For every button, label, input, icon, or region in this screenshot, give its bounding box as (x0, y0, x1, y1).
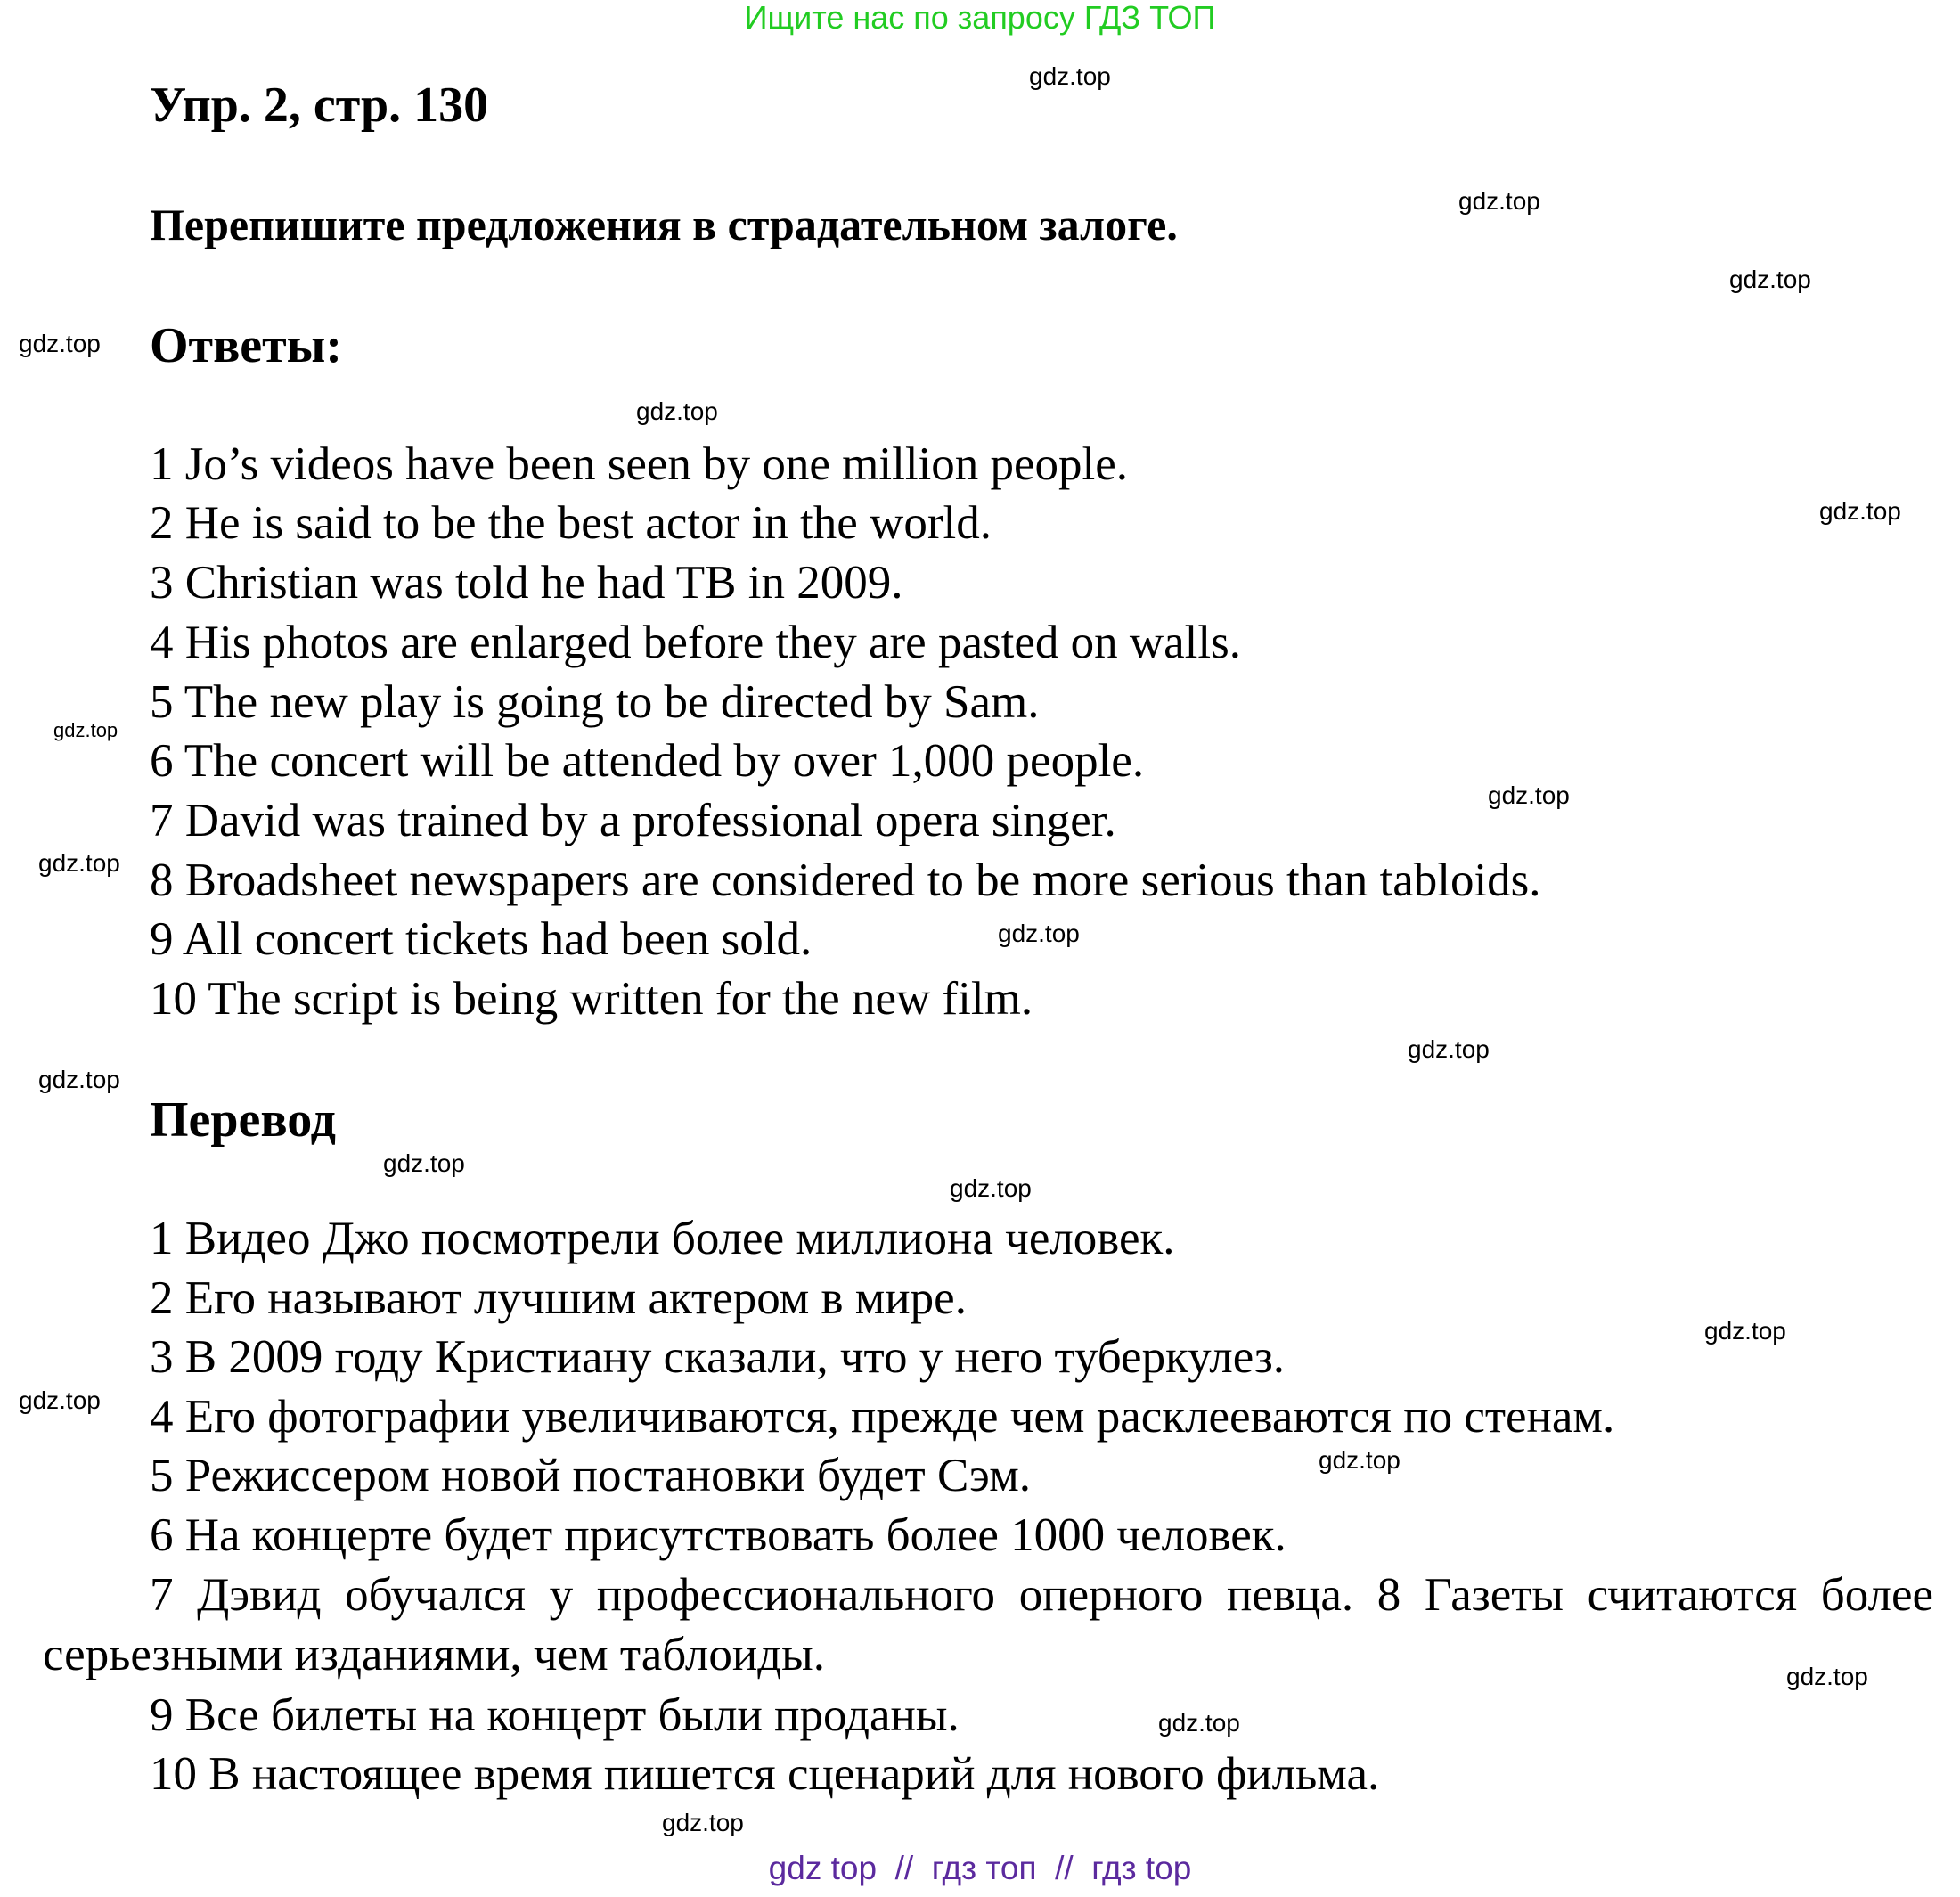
answer-line: 8 Broadsheet newspapers are considered to be more serious than tabloids. (150, 854, 1541, 906)
translation-line: 9 Все билеты на концерт были проданы. (150, 1689, 960, 1741)
watermark: gdz.top (1158, 1709, 1240, 1737)
translation-line: 3 В 2009 году Кристиану сказали, что у него туберкулез. (150, 1331, 1286, 1383)
translation-heading: Перевод (150, 1092, 336, 1148)
translation-line: 4 Его фотографии увеличиваются, прежде чем расклееваются по стенам. (150, 1391, 1615, 1443)
answer-line: 2 He is said to be the best actor in the world. (150, 497, 992, 549)
watermark: gdz.top (19, 330, 101, 357)
watermark: gdz.top (383, 1149, 465, 1177)
exercise-title: Упр. 2, стр. 130 (150, 78, 489, 133)
watermark: gdz.top (53, 719, 118, 741)
answer-line: 4 His photos are enlarged before they are pasted on walls. (150, 617, 1241, 668)
watermark: gdz.top (38, 849, 120, 877)
search-banner: Ищите нас по запросу ГДЗ ТОП (744, 0, 1216, 36)
watermark: gdz.top (1458, 187, 1540, 215)
answer-line: 1 Jo’s videos have been seen by one million people. (150, 438, 1129, 490)
translation-line: 2 Его называют лучшим актером в мире. (150, 1272, 967, 1324)
translation-line: 5 Режиссером новой постановки будет Сэм. (150, 1450, 1032, 1501)
watermark: gdz.top (1029, 62, 1111, 90)
watermark: gdz.top (1319, 1446, 1401, 1474)
watermark: gdz.top (1704, 1317, 1786, 1345)
watermark: gdz.top (1488, 781, 1570, 809)
answer-line: 9 All concert tickets had been sold. (150, 913, 813, 965)
watermark: gdz.top (636, 397, 718, 425)
translation-paragraph: 7 Дэвид обучался у профессионального оперного певца. 8 Газеты считаются более серьезными изданиями, чем таблоиды. (43, 1569, 1933, 1680)
watermark: gdz.top (1786, 1663, 1868, 1690)
task-instruction: Перепишите предложения в страдательном залоге. (150, 200, 1178, 249)
answer-line: 10 The script is being written for the new film. (150, 973, 1033, 1025)
watermark: gdz.top (950, 1174, 1032, 1202)
watermark: gdz.top (19, 1386, 101, 1414)
answer-line: 6 The concert will be attended by over 1,000 people. (150, 735, 1145, 787)
answers-heading: Ответы: (150, 318, 343, 373)
watermark: gdz.top (1408, 1035, 1490, 1063)
watermark: gdz.top (1729, 266, 1811, 293)
translation-line: 10 В настоящее время пишется сценарий для нового фильма. (150, 1748, 1380, 1800)
translation-line: 1 Видео Джо посмотрели более миллиона человек. (150, 1213, 1175, 1264)
translation-line: 6 На концерте будет присутствовать более 1000 человек. (150, 1509, 1286, 1561)
answer-line: 7 David was trained by a professional opera singer. (150, 795, 1116, 846)
answer-line: 3 Christian was told he had TB in 2009. (150, 557, 903, 609)
watermark: gdz.top (662, 1809, 744, 1836)
answer-line: 5 The new play is going to be directed by Sam. (150, 676, 1040, 728)
watermark: gdz.top (998, 920, 1080, 947)
footer-links: gdz top // гдз топ // гдз top (768, 1850, 1192, 1886)
watermark: gdz.top (1819, 497, 1901, 525)
watermark: gdz.top (38, 1066, 120, 1093)
